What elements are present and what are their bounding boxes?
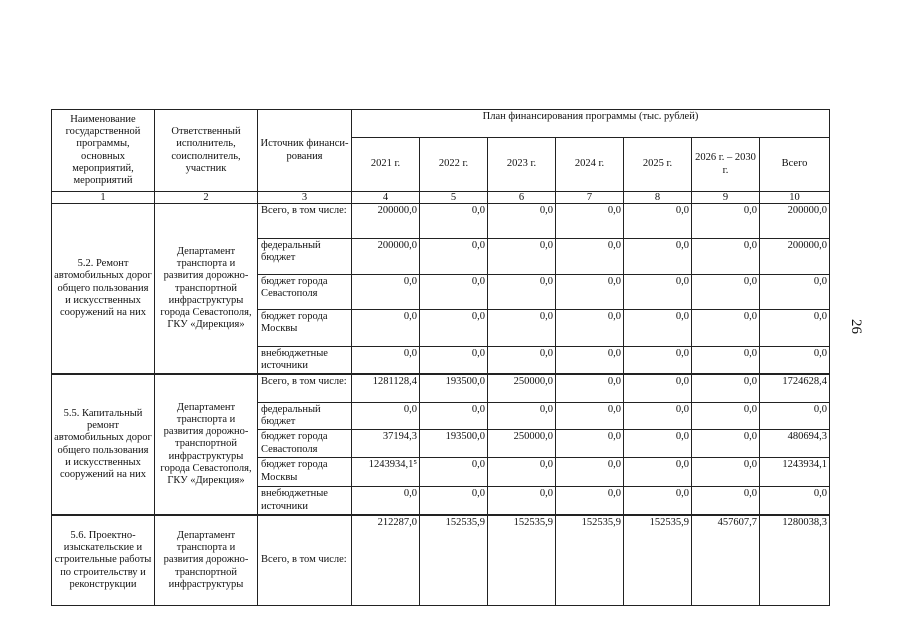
amount-value: 250000,0 — [488, 374, 556, 402]
amount-value: 0,0 — [420, 239, 488, 275]
column-number: 7 — [556, 192, 624, 204]
amount-value: 0,0 — [352, 275, 420, 310]
amount-value: 0,0 — [692, 204, 760, 239]
amount-value: 0,0 — [556, 374, 624, 402]
amount-value: 0,0 — [624, 204, 692, 239]
amount-value: 0,0 — [556, 402, 624, 429]
column-number: 9 — [692, 192, 760, 204]
amount-value: 0,0 — [420, 402, 488, 429]
table-row — [52, 374, 830, 402]
amount-value: 193500,0 — [420, 430, 488, 458]
amount-value: 0,0 — [556, 430, 624, 458]
amount-value: 457607,7 — [692, 515, 760, 606]
amount-value: 0,0 — [624, 374, 692, 402]
amount-value: 0,0 — [352, 347, 420, 375]
amount-value: 1243934,1⁵ — [352, 458, 420, 487]
amount-value: 0,0 — [692, 275, 760, 310]
funding-source: внебюджетные источники — [258, 487, 352, 515]
amount-value: 0,0 — [692, 239, 760, 275]
total-value: 480694,3 — [760, 430, 830, 458]
amount-value: 0,0 — [488, 402, 556, 429]
amount-value: 0,0 — [556, 310, 624, 347]
amount-value: 0,0 — [624, 275, 692, 310]
funding-source: Всего, в том числе: — [258, 204, 352, 239]
amount-value: 0,0 — [624, 458, 692, 487]
page-number: 26 — [848, 319, 864, 334]
amount-value: 0,0 — [488, 275, 556, 310]
amount-value: 0,0 — [420, 458, 488, 487]
header-year: 2023 г. — [488, 138, 556, 192]
funding-source: Всего, в том числе: — [258, 515, 352, 606]
amount-value: 1281128,4 — [352, 374, 420, 402]
total-value: 1243934,1 — [760, 458, 830, 487]
header-year: 2026 г. – 2030 г. — [692, 138, 760, 192]
executor-name: Департамент транспорта и развития дорожно-транспортной инфраструктуры — [155, 515, 258, 606]
amount-value: 0,0 — [420, 310, 488, 347]
financing-table — [51, 109, 830, 606]
table-body — [52, 204, 830, 606]
amount-value: 0,0 — [556, 204, 624, 239]
amount-value: 0,0 — [420, 347, 488, 375]
header-plan: План финансирования программы (тыс. рублей) — [352, 110, 830, 138]
amount-value: 0,0 — [352, 310, 420, 347]
funding-source: внебюджетные источники — [258, 347, 352, 375]
funding-source: бюджет города Севастополя — [258, 430, 352, 458]
funding-source: Всего, в том числе: — [258, 374, 352, 402]
executor-name: Департамент транспорта и развития дорожно-транспортной инфраструктуры города Севастополя, ГКУ «Дирекция» — [155, 374, 258, 514]
amount-value: 0,0 — [556, 458, 624, 487]
header-year: 2022 г. — [420, 138, 488, 192]
amount-value: 0,0 — [556, 239, 624, 275]
executor-name: Департамент транспорта и развития дорожно-транспортной инфраструктуры города Севастополя, ГКУ «Дирекция» — [155, 204, 258, 375]
amount-value: 0,0 — [420, 275, 488, 310]
total-value: 200000,0 — [760, 204, 830, 239]
total-value: 200000,0 — [760, 239, 830, 275]
column-number: 3 — [258, 192, 352, 204]
total-value: 0,0 — [760, 310, 830, 347]
total-value: 0,0 — [760, 347, 830, 375]
funding-source: федеральный бюджет — [258, 239, 352, 275]
amount-value: 0,0 — [488, 239, 556, 275]
amount-value: 0,0 — [420, 204, 488, 239]
amount-value: 0,0 — [488, 458, 556, 487]
amount-value: 0,0 — [556, 347, 624, 375]
amount-value: 0,0 — [556, 487, 624, 515]
amount-value: 0,0 — [692, 458, 760, 487]
amount-value: 152535,9 — [624, 515, 692, 606]
amount-value: 0,0 — [352, 487, 420, 515]
amount-value: 0,0 — [692, 347, 760, 375]
header-source: Источник финанси-рования — [258, 110, 352, 192]
amount-value: 212287,0 — [352, 515, 420, 606]
amount-value: 0,0 — [692, 430, 760, 458]
funding-source: бюджет города Москвы — [258, 458, 352, 487]
amount-value: 0,0 — [420, 487, 488, 515]
total-value: 0,0 — [760, 275, 830, 310]
total-value: 1724628,4 — [760, 374, 830, 402]
column-number: 5 — [420, 192, 488, 204]
amount-value: 0,0 — [692, 310, 760, 347]
header-year: 2025 г. — [624, 138, 692, 192]
amount-value: 0,0 — [352, 402, 420, 429]
amount-value: 37194,3 — [352, 430, 420, 458]
amount-value: 0,0 — [488, 204, 556, 239]
total-value: 1280038,3 — [760, 515, 830, 606]
column-number: 8 — [624, 192, 692, 204]
column-number: 4 — [352, 192, 420, 204]
amount-value: 0,0 — [488, 487, 556, 515]
amount-value: 250000,0 — [488, 430, 556, 458]
table-row — [52, 515, 830, 606]
funding-source: федеральный бюджет — [258, 402, 352, 429]
header-year: 2024 г. — [556, 138, 624, 192]
amount-value: 200000,0 — [352, 239, 420, 275]
amount-value: 193500,0 — [420, 374, 488, 402]
column-number: 6 — [488, 192, 556, 204]
amount-value: 0,0 — [488, 347, 556, 375]
amount-value: 152535,9 — [556, 515, 624, 606]
amount-value: 0,0 — [488, 310, 556, 347]
amount-value: 0,0 — [556, 275, 624, 310]
program-name: 5.5. Капитальный ремонт автомобильных дорог общего пользования и искусственных сооружений на них — [52, 374, 155, 514]
program-name: 5.2. Ремонт автомобильных дорог общего пользования и искусственных сооружений на них — [52, 204, 155, 375]
table-row — [52, 204, 830, 239]
funding-source: бюджет города Москвы — [258, 310, 352, 347]
program-name: 5.6. Проектно-изыскательские и строительные работы по строительству и реконструкции — [52, 515, 155, 606]
amount-value: 0,0 — [692, 374, 760, 402]
header-year: 2021 г. — [352, 138, 420, 192]
amount-value: 0,0 — [624, 487, 692, 515]
header-executor: Ответственный исполнитель, соисполнитель, участник — [155, 110, 258, 192]
column-number: 1 — [52, 192, 155, 204]
header-total: Всего — [760, 138, 830, 192]
amount-value: 152535,9 — [488, 515, 556, 606]
total-value: 0,0 — [760, 402, 830, 429]
amount-value: 200000,0 — [352, 204, 420, 239]
amount-value: 0,0 — [624, 239, 692, 275]
funding-source: бюджет города Севастополя — [258, 275, 352, 310]
amount-value: 0,0 — [624, 347, 692, 375]
total-value: 0,0 — [760, 487, 830, 515]
amount-value: 0,0 — [692, 402, 760, 429]
amount-value: 152535,9 — [420, 515, 488, 606]
amount-value: 0,0 — [692, 487, 760, 515]
amount-value: 0,0 — [624, 430, 692, 458]
amount-value: 0,0 — [624, 310, 692, 347]
column-number: 2 — [155, 192, 258, 204]
column-number: 10 — [760, 192, 830, 204]
amount-value: 0,0 — [624, 402, 692, 429]
header-program: Наименование государственной программы, основных мероприятий, мероприятий — [52, 110, 155, 192]
